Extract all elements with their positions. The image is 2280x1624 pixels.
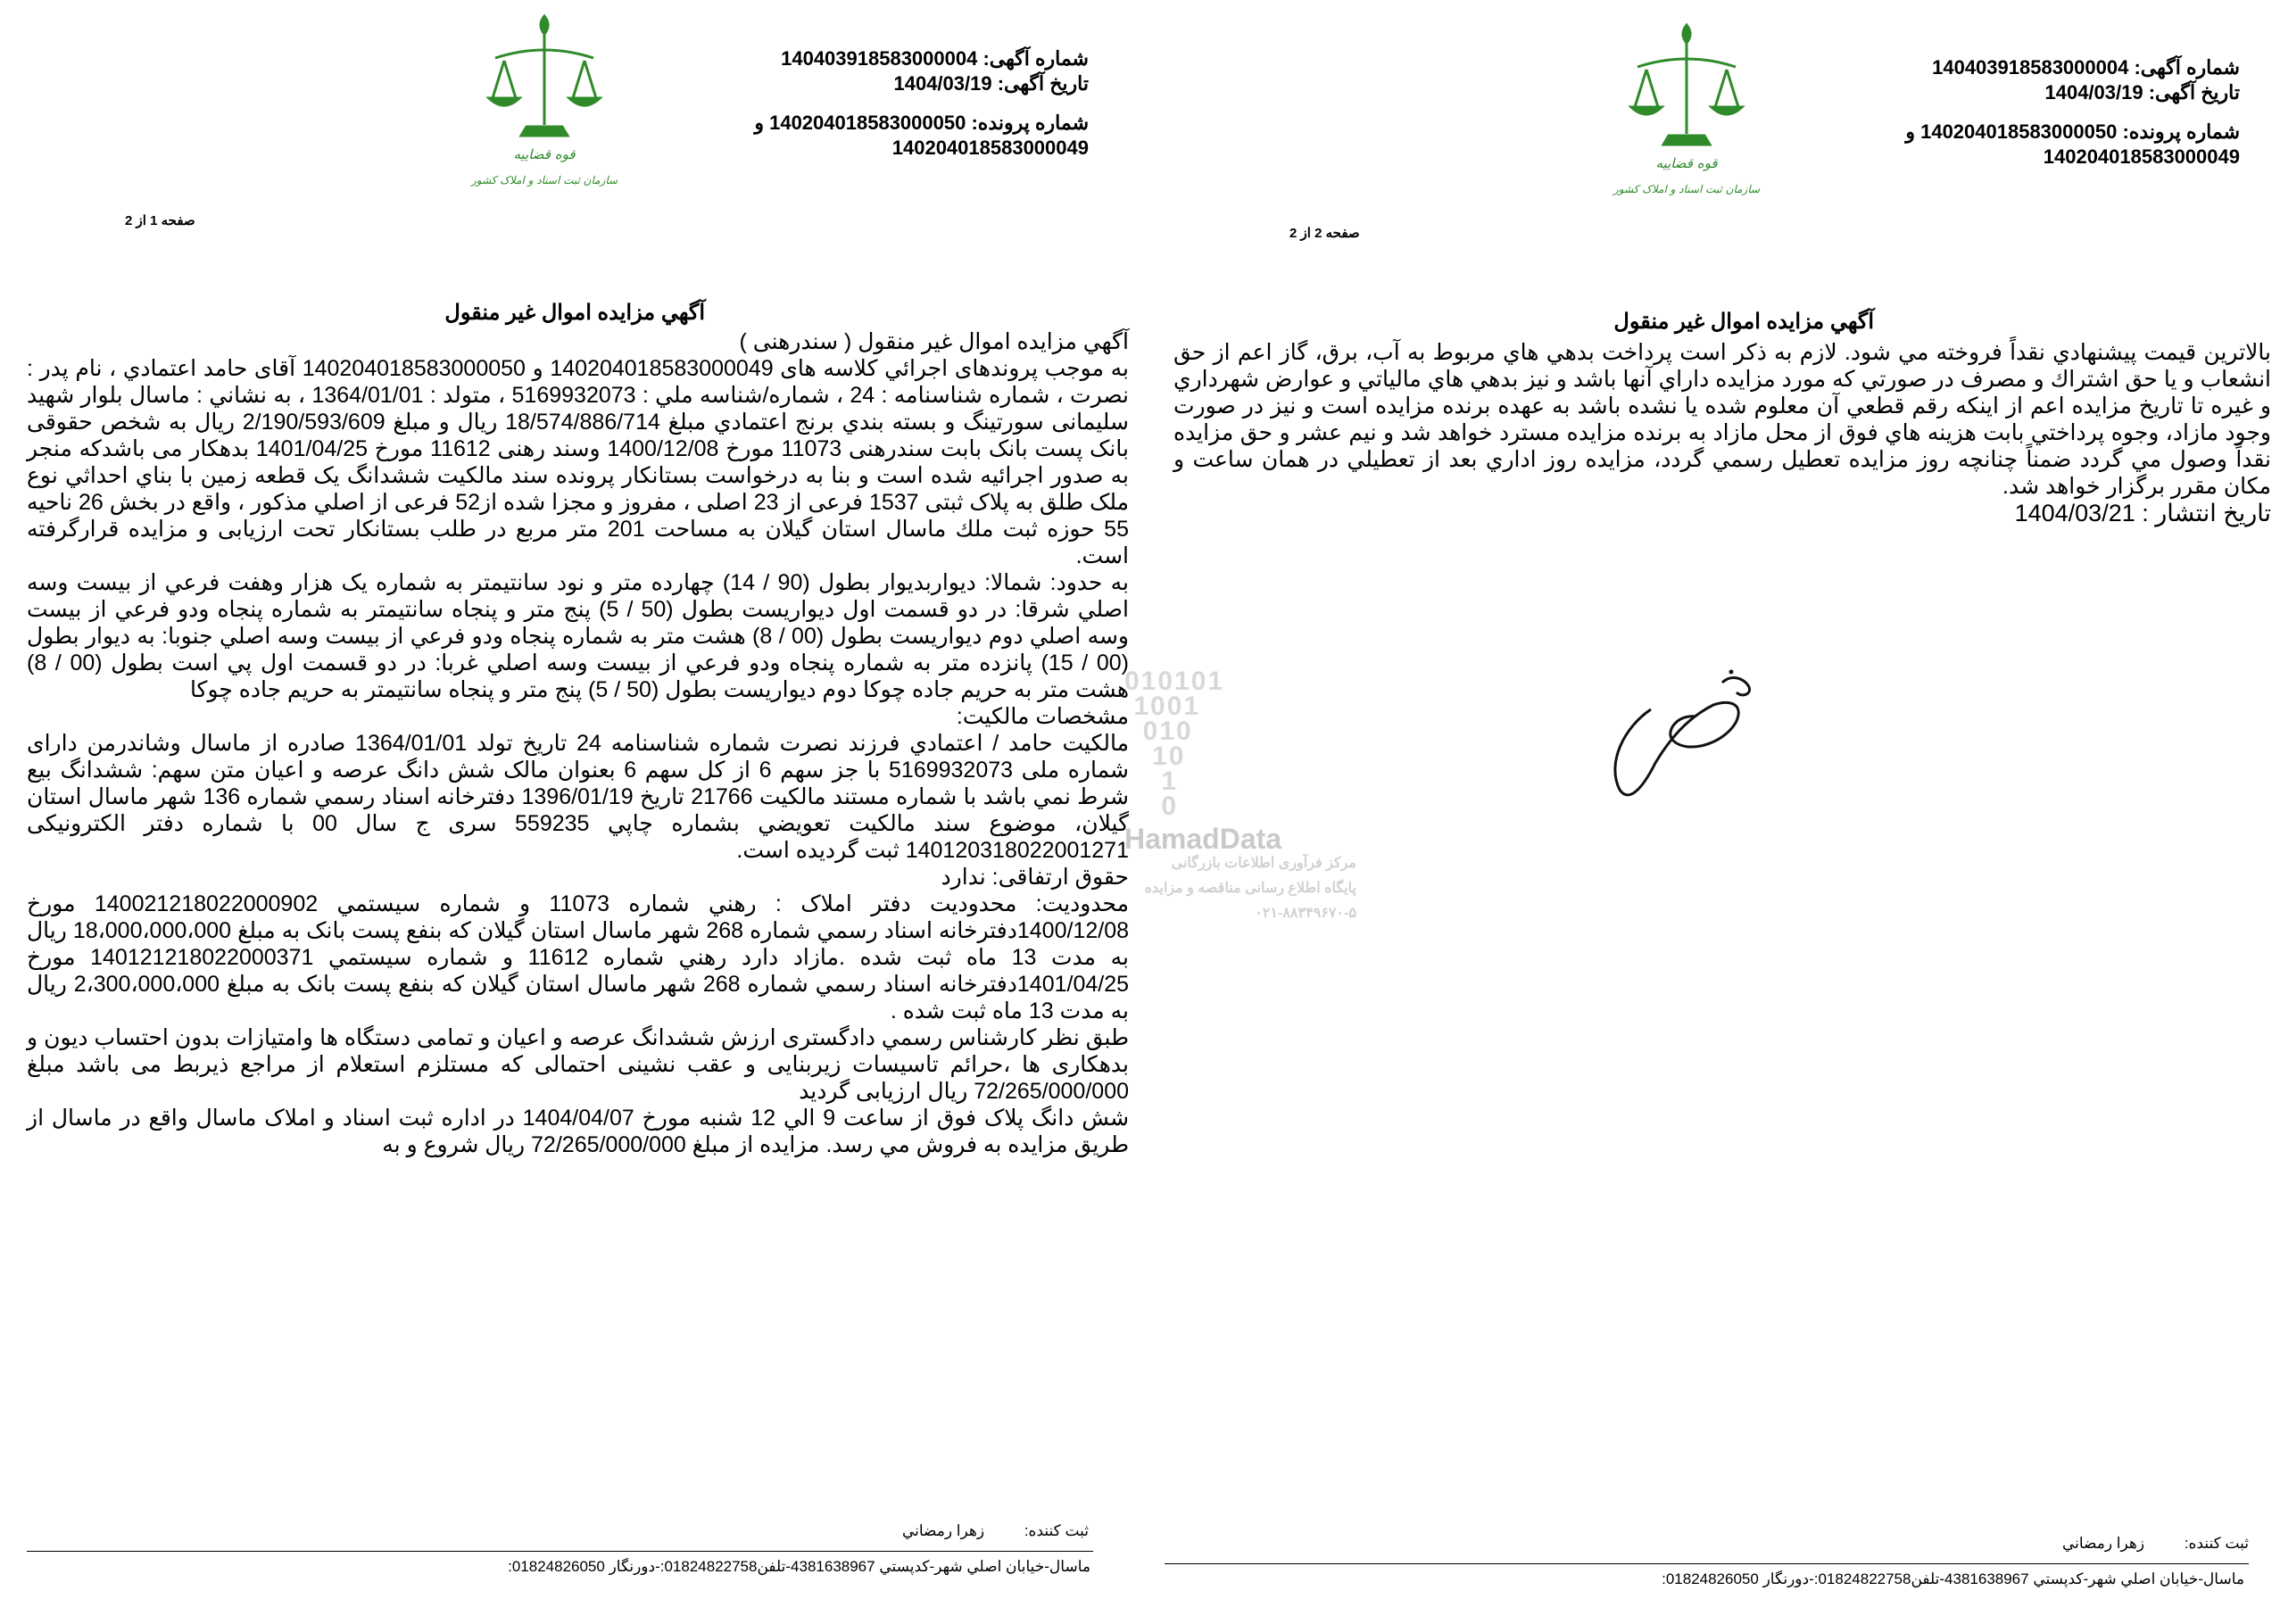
file-number-label: شماره پرونده: xyxy=(2122,120,2240,143)
registrar-name: زهرا رمضاني xyxy=(901,1522,985,1539)
ad-number: 140403918583000004 xyxy=(1932,56,2129,79)
registrar-label: ثبت كننده: xyxy=(2184,1535,2249,1552)
ad-date: 1404/03/19 xyxy=(893,72,992,95)
ad-number-label: شماره آگهی: xyxy=(982,47,1089,70)
ad-number-label: شماره آگهی: xyxy=(2134,56,2240,79)
file-number-1: 14020401858300005‌0 و xyxy=(1905,120,2118,143)
notice-paragraph: به حدود: شمالا: ديواربديوار بطول (90 / 14) چهارده متر و نود سانتيمتر به شماره يک هزار وهفت فرعي از بيست وسه اصلي شرقا: در دو قسمت اول ديواريست بطول (50 / 5) پنج متر و پنجاه سانتيمتر به شماره پنجاه ودو فرعي از بيست وسه اصلي دوم ديواريست بطول (00 / 8) هشت متر به شماره پنجاه ودو فرعي از بيست وسه اصلي جنوبا: به ديوار بطول (00 / 15) پانزده متر به شماره پنجاه ودو فرعي از بيست وسه اصلي غربا: در دو قسمت اول پي است بطول (00 / 8) هشت متر به حريم جاده چوكا دوم ديواريست بطول (50 / 5) پنج متر و پنجاه سانتيمتر به حريم جاده چوكا xyxy=(27,570,1130,702)
ad-number: 140403918583000004 xyxy=(781,47,978,70)
emblem-subtitle: سازمان ثبت اسناد و املاک کشور xyxy=(1613,183,1761,195)
page-number: صفحه 1 از 2 xyxy=(125,213,195,228)
file-number-1: 14020401858300005‌0 و xyxy=(754,112,966,134)
office-address: ماسال-خيابان اصلي شهر-كدپستي 4381638967-تلفن01824822758:-دورنگار 01824826050: xyxy=(508,1558,1090,1575)
file-number-2: 140204018583000049 xyxy=(2043,145,2240,168)
notice-paragraph: بالاترين قيمت پيشنهادي نقداً فروخته مي شود. لازم به ذكر است پرداخت بدهي هاي مربوط به آب، برق، گاز اعم از حق انشعاب و يا حق اشتراك و مصرف در صورتي كه مورد مزايده داراي آنها باشد و نيز بدهي هاي مالياتي و عوارض شهرداري و غيره تا تاريخ مزايده اعم از اينكه رقم قطعي آن معلوم شده يا نشده باشد به عهده برنده مزايده است و نيز در صورت وجود مازاد، وجوه پرداختي بابت هزينه هاي فوق از محل مازاد به برنده مزايده مسترد خواهد شد و نيم عشر و حق مزايده نقداً وصول مي گردد ضمناً چنانچه روز مزايده تعطيل رسمي گردد، مزايده روز اداري بعد از تعطيلي در همان ساعت و مكان مقرر برگزار خواهد شد. xyxy=(1173,340,2271,499)
notice-paragraph: مشخصات مالكيت: xyxy=(956,704,1129,729)
watermark-digits: 010101 1001 010 10 1 0 xyxy=(1124,667,1225,821)
file-number-label: شماره پرونده: xyxy=(971,112,1089,134)
ad-meta xyxy=(1874,55,2240,170)
publish-date-label: تاريخ انتشار : xyxy=(2142,500,2271,526)
watermark-line: مرکز فرآوری اطلاعات بازرگانی xyxy=(1171,856,1356,871)
emblem-title: قوه قضاییه xyxy=(513,146,576,162)
notice-paragraph: شش دانگ پلاک فوق از ساعت 9 الي 12 شنبه مورخ 1404/04/07 در اداره ثبت اسناد و املاک ماسال واقع در ماسال از طريق مزايده به فروش مي رسد. مزايده از مبلغ 72/265/000/000 ريال شروع و به xyxy=(27,1106,1130,1157)
ad-date-label: تاریخ آگهی: xyxy=(997,72,1089,95)
notice-paragraph: به موجب پروندهای اجرائي كلاسه های 140204018583000049 و 140204018583000050 آقای حامد اعتمادي ، نام پدر : نصرت ، شماره شناسنامه : 24 ، شماره/شناسه ملي : 5169932073 ، متولد : 1364/01/01 ، به نشاني : ماسال بلوار شهید سلیمانی سورتینگ و بسته بندي برنج اعتمادي مبلغ 18/574/886/714 ريال و مبلغ 2/190/593/609 ريال به شخص حقوقی بانک پست بانک بابت سندرهنی 11073 مورخ 1400/12/08 وسند رهنی 11612 مورخ 1401/04/25 بدهكار می باشدكه منجر به صدور اجرائيه شده است و بنا به درخواست بستانكار پرونده سند مالكيت ششدانگ يک قطعه زمين با بناي احداثي نوع ملک طلق به پلاک ثبتی 1537 فرعی از 23 اصلی ، مفروز و مجزا شده از52 فرعی از اصلي مذكور ، واقع در بخش 26 ناحيه 55 حوزه ثبت ملك ماسال استان گيلان به مساحت 201 متر مربع در طلب بستانكار تحت ارزيابی و مزايده قرارگرفته است. xyxy=(27,356,1130,568)
notice-paragraph: حقوق ارتفاقی: ندارد xyxy=(941,865,1129,890)
watermark-phone: ۰۲۱-۸۸۳۴۹۶۷۰-۵ xyxy=(1255,906,1356,921)
publish-date-line xyxy=(1173,500,2271,526)
watermark-brand: HamadData xyxy=(1124,823,1282,855)
file-number-2: 140204018583000049 xyxy=(891,137,1089,159)
registrar xyxy=(1963,1535,2249,1553)
handwritten-signature xyxy=(1588,656,1767,808)
registrar-label: ثبت كننده: xyxy=(1024,1522,1089,1539)
ad-date-label: تاریخ آگهی: xyxy=(2148,81,2240,104)
office-address: ماسال-خيابان اصلي شهر-كدپستي 4381638967-تلفن01824822758:-دورنگار 01824826050: xyxy=(1662,1570,2244,1587)
page-number: صفحه 2 از 2 xyxy=(1289,226,1360,241)
registrar-name: زهرا رمضاني xyxy=(2061,1535,2145,1552)
judiciary-emblem xyxy=(1613,18,1761,205)
notice-paragraph: طبق نظر كارشناس رسمي دادگستری ارزش ششدانگ عرصه و اعيان و تمامی دستگاه ها وامتيازات بدون احتساب ديون و بدهكاری ها ،حرائم تاسيسات زيربنايی و عقب نشينی احتمالی كه مستلزم استعلام از مراجع ذيربط می باشد مبلغ 72/265/000/000 ريال ارزيابی گرديد xyxy=(27,1025,1129,1104)
notice-paragraph: مالكيت حامد / اعتمادي فرزند نصرت شماره شناسنامه 24 تاريخ تولد 1364/01/01 صادره از ماسال وشاندرمن دارای شماره ملی 5169932073 با جز سهم 6 از كل سهم 6 بعنوان مالک شش دانگ عرصه و اعيان متن سهم: ششدانگ بيع شرط نمي باشد با شماره مستند مالكيت 21766 تاريخ 1396/01/19 دفترخانه اسناد رسمي شماره 136 شهر ماسال استان گيلان، موضوع سند مالكيت تعويضي بشماره چاپي 559235 سری ج سال 00 با شماره دفتر الکترونيكی 140120318022001271 ثبت گرديده است. xyxy=(27,731,1130,863)
notice-paragraph: محدوديت: محدوديت دفتر املاک : رهني شماره 11073 و شماره سيستمي 140021218022000902 مورخ 1400/12/08دفترخانه اسناد رسمي شماره 268 شهر ماسال استان گيلان كه بنفع پست بانک به مبلغ 18،000،000،000 ريال به مدت 13 ماه ثبت شده .مازاد دارد رهني شماره 11612 و شماره سيستمي 140121218022000371 مورخ 1401/04/25دفترخانه اسناد رسمي شماره 268 شهر ماسال استان گيلان كه بنفع پست بانک به مبلغ 2،300،000،000 ريال به مدت 13 ماه ثبت شده . xyxy=(27,891,1130,1023)
notice-body xyxy=(1173,339,2271,526)
notice-heading: آگهي مزايده اموال غير منقول xyxy=(444,301,705,325)
publish-date: 1404/03/21 xyxy=(2014,500,2135,526)
scales-of-justice-icon xyxy=(1613,18,1761,205)
notice-heading: آگهي مزايده اموال غير منقول xyxy=(1613,310,1874,334)
ad-date: 1404/03/19 xyxy=(2044,81,2143,104)
footer-divider xyxy=(1165,1563,2249,1564)
emblem-title: قوه قضاییه xyxy=(1655,155,1718,171)
emblem-subtitle: سازمان ثبت اسناد و املاک کشور xyxy=(470,174,618,186)
watermark-line: پایگاه اطلاع رسانی مناقصه و مزایده xyxy=(1144,881,1356,896)
notice-subtitle: آگهي مزايده اموال غير منقول ( سندرهنی ) xyxy=(739,329,1129,354)
